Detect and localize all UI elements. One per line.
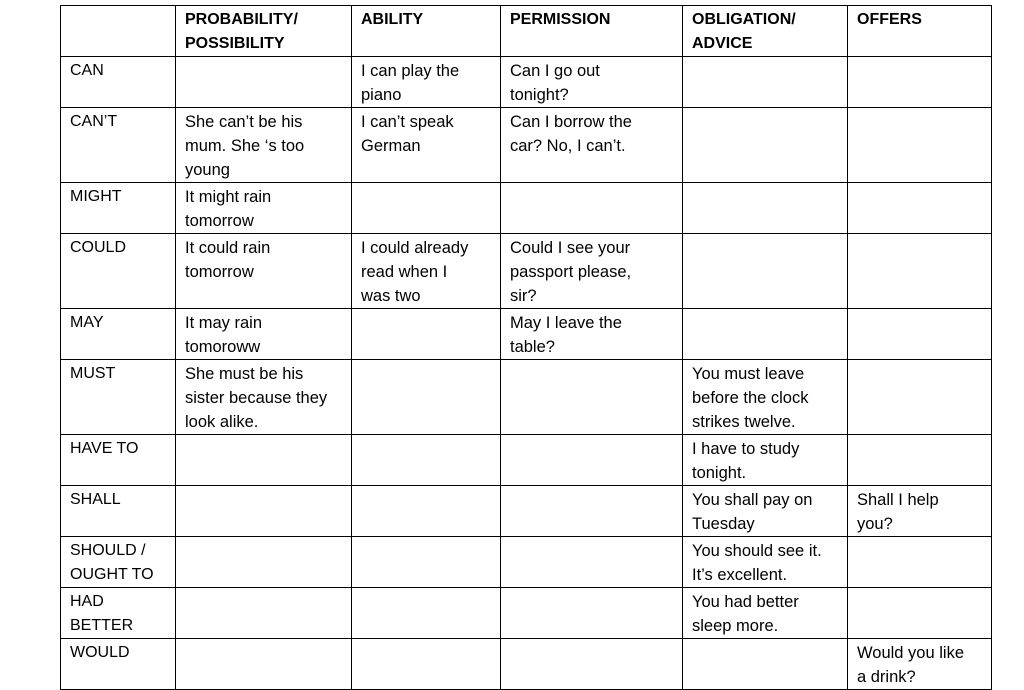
header-cell-empty <box>61 6 176 57</box>
cell-permission <box>501 435 683 486</box>
cell-permission <box>501 588 683 639</box>
cell-offers <box>848 537 992 588</box>
row-label-cell <box>61 588 176 639</box>
cell-obligation <box>683 360 848 435</box>
row-label-cell <box>61 234 176 309</box>
cell-ability <box>352 435 501 486</box>
cell-permission <box>501 108 683 183</box>
cell-permission <box>501 57 683 108</box>
example-sentence: It may rain tomoroww <box>185 314 263 356</box>
table-row <box>61 435 992 486</box>
cell-permission <box>501 360 683 435</box>
cell-obligation <box>683 588 848 639</box>
cell-obligation <box>683 435 848 486</box>
table-row <box>61 57 992 108</box>
cell-obligation <box>683 537 848 588</box>
table-body <box>61 57 992 690</box>
cell-offers <box>848 234 992 309</box>
example-sentence: I could already read when I was two <box>361 239 469 305</box>
table-row <box>61 234 992 309</box>
modal-verb-label: CAN <box>70 62 104 79</box>
cell-ability <box>352 486 501 537</box>
header-cell-offers <box>848 6 992 57</box>
example-sentence: I can play the piano <box>361 62 460 104</box>
table-row <box>61 360 992 435</box>
modal-verb-label: MAY <box>70 314 104 331</box>
cell-probability <box>176 309 352 360</box>
example-sentence: You shall pay on Tuesday <box>692 491 813 533</box>
modal-verb-label: MIGHT <box>70 188 122 205</box>
row-label-cell <box>61 108 176 183</box>
table-row <box>61 108 992 183</box>
example-sentence: You had better sleep more. <box>692 593 799 635</box>
cell-probability <box>176 435 352 486</box>
cell-obligation <box>683 234 848 309</box>
example-sentence: I can’t speak German <box>361 113 454 155</box>
cell-offers <box>848 108 992 183</box>
cell-offers <box>848 486 992 537</box>
cell-ability <box>352 537 501 588</box>
example-sentence: It might rain tomorrow <box>185 188 272 230</box>
modal-verb-label: MUST <box>70 365 116 382</box>
cell-probability <box>176 108 352 183</box>
modal-verb-label: HAD BETTER <box>70 593 134 634</box>
row-label-cell <box>61 639 176 690</box>
cell-offers <box>848 57 992 108</box>
row-label-cell <box>61 57 176 108</box>
cell-permission <box>501 486 683 537</box>
row-label-cell <box>61 360 176 435</box>
example-sentence: Can I go out tonight? <box>510 62 600 104</box>
header-cell-permission <box>501 6 683 57</box>
modal-verb-label: SHALL <box>70 491 121 508</box>
cell-permission <box>501 183 683 234</box>
cell-ability <box>352 57 501 108</box>
row-label-cell <box>61 486 176 537</box>
cell-permission <box>501 639 683 690</box>
cell-probability <box>176 486 352 537</box>
cell-obligation <box>683 309 848 360</box>
cell-ability <box>352 588 501 639</box>
cell-probability <box>176 537 352 588</box>
example-sentence: Could I see your passport please, sir? <box>510 239 632 305</box>
cell-permission <box>501 309 683 360</box>
header-label: OFFERS <box>857 11 922 28</box>
row-label-cell <box>61 537 176 588</box>
modal-verbs-table <box>60 5 992 690</box>
cell-probability <box>176 588 352 639</box>
cell-permission <box>501 234 683 309</box>
cell-offers <box>848 183 992 234</box>
cell-offers <box>848 435 992 486</box>
row-label-cell <box>61 309 176 360</box>
header-label: PERMISSION <box>510 11 611 28</box>
example-sentence: Would you like a drink? <box>857 644 965 686</box>
example-sentence: It could rain tomorrow <box>185 239 271 281</box>
table-row <box>61 486 992 537</box>
cell-probability <box>176 183 352 234</box>
example-sentence: You must leave before the clock strikes twelve. <box>692 365 809 431</box>
example-sentence: May I leave the table? <box>510 314 622 356</box>
cell-obligation <box>683 639 848 690</box>
cell-ability <box>352 234 501 309</box>
cell-obligation <box>683 108 848 183</box>
cell-offers <box>848 360 992 435</box>
example-sentence: She must be his sister because they look alike. <box>185 365 328 431</box>
cell-ability <box>352 360 501 435</box>
header-cell-obligation <box>683 6 848 57</box>
header-row <box>61 6 992 57</box>
cell-probability <box>176 234 352 309</box>
row-label-cell <box>61 435 176 486</box>
cell-ability <box>352 108 501 183</box>
cell-probability <box>176 57 352 108</box>
header-cell-probability <box>176 6 352 57</box>
header-label: OBLIGATION/ ADVICE <box>692 11 796 52</box>
row-label-cell <box>61 183 176 234</box>
cell-offers <box>848 639 992 690</box>
cell-offers <box>848 309 992 360</box>
header-label: ABILITY <box>361 11 424 28</box>
cell-obligation <box>683 486 848 537</box>
cell-ability <box>352 183 501 234</box>
table-row <box>61 588 992 639</box>
example-sentence: Shall I help you? <box>857 491 939 533</box>
cell-ability <box>352 309 501 360</box>
modal-verb-label: SHOULD / OUGHT TO <box>70 542 154 583</box>
table-row <box>61 639 992 690</box>
header-label: PROBABILITY/ POSSIBILITY <box>185 11 298 52</box>
cell-offers <box>848 588 992 639</box>
example-sentence: I have to study tonight. <box>692 440 800 482</box>
cell-ability <box>352 639 501 690</box>
cell-probability <box>176 360 352 435</box>
table-row <box>61 183 992 234</box>
modal-verb-label: WOULD <box>70 644 130 661</box>
modal-verb-label: HAVE TO <box>70 440 139 457</box>
cell-probability <box>176 639 352 690</box>
cell-obligation <box>683 183 848 234</box>
example-sentence: You should see it. It’s excellent. <box>692 542 822 584</box>
cell-permission <box>501 537 683 588</box>
example-sentence: She can’t be his mum. She ‘s too young <box>185 113 305 179</box>
modal-verb-label: CAN’T <box>70 113 118 130</box>
table-row <box>61 309 992 360</box>
cell-obligation <box>683 57 848 108</box>
table-row <box>61 537 992 588</box>
modal-verb-label: COULD <box>70 239 127 256</box>
example-sentence: Can I borrow the car? No, I can’t. <box>510 113 632 155</box>
header-cell-ability <box>352 6 501 57</box>
